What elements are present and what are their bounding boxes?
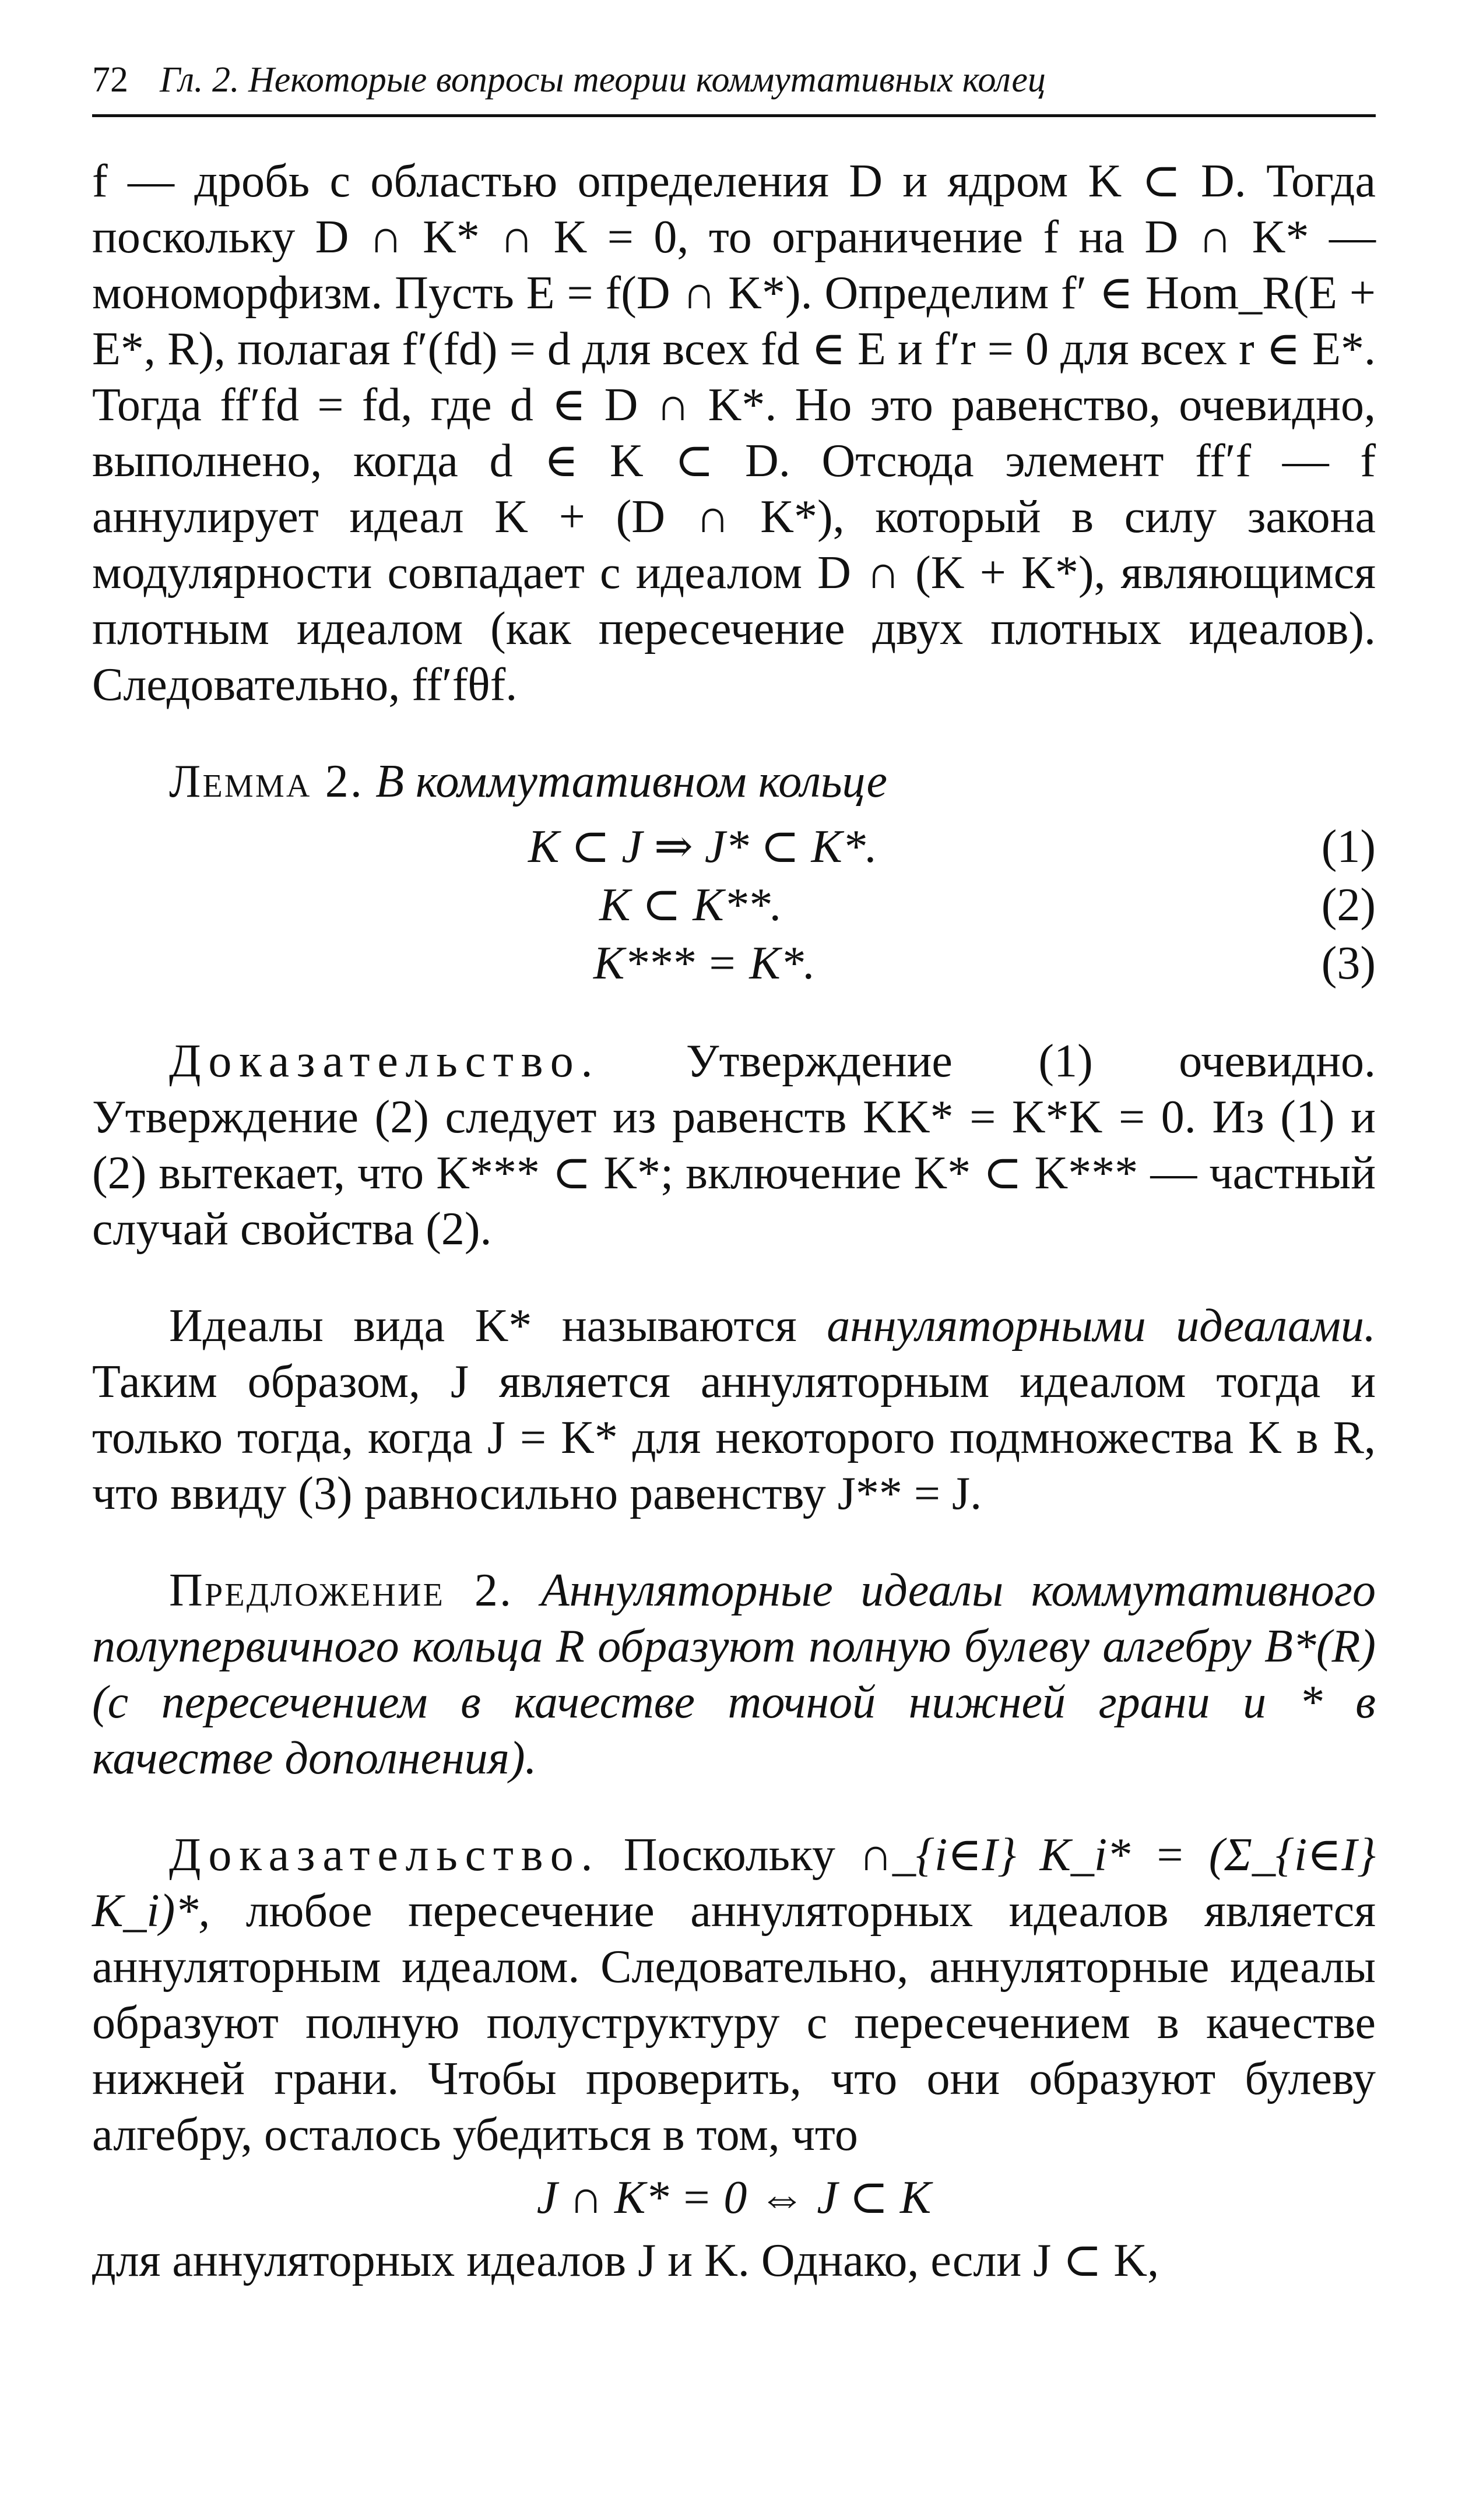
formula-number: (3): [1321, 938, 1376, 990]
running-title: Гл. 2. Некоторые вопросы теории коммутативных колец: [160, 60, 1046, 100]
lemma-proof: [92, 1033, 1376, 1257]
paragraph-last-line: для аннуляторных идеалов J и K. Однако, если J ⊂ K,: [92, 2235, 1159, 2287]
proof-label: Доказательство.: [169, 1036, 600, 1087]
paragraph-annihilator-ideals: [92, 1298, 1376, 1522]
lemma-label: Лемма 2.: [169, 756, 364, 808]
formula-number: (1): [1321, 821, 1376, 873]
formula-row: [92, 818, 1376, 876]
display-formula: J ∩ K* = 0 ⇔ J ⊂ K: [536, 2172, 932, 2224]
proof-text: любое пересечение аннуляторных идеалов является аннуляторным идеалом. Следовательно, аннуляторные идеалы образуют полную полуструктуру с пересечением в качестве нижней грани. Чтобы проверить, что они образуют булеву алгебру, осталось убедиться в том, что: [92, 1885, 1376, 2161]
proof-lead: Поскольку: [623, 1829, 835, 1881]
running-header: [92, 58, 1376, 117]
intersection-sum-formula: ∩_{i∈I} K_i* = (Σ_{i∈I} K_i)*,: [92, 1829, 1376, 1937]
proposition-label: Предложение 2.: [169, 1565, 514, 1617]
proposition-text: Аннуляторные идеалы коммутативного полупервичного кольца R образуют полную булеву алгебру B*(R) (с пересечением в качестве точной нижней грани и * в качестве дополнения).: [92, 1565, 1376, 1785]
proof-text: Утверждение (1) очевидно. Утверждение (2) следует из равенств KK* = K*K = 0. Из (1) и (2) вытекает, что K*** ⊂ K*; включение K* ⊂ K*** — частный случай свойства (2).: [92, 1036, 1376, 1255]
defined-term: аннуляторными идеалами.: [827, 1300, 1376, 1352]
proposition-proof: [92, 1827, 1376, 2163]
page-body: [92, 153, 1376, 2289]
formula-2: K ⊂ K**.: [599, 879, 782, 931]
lemma-statement: [92, 754, 1376, 810]
proof-label: Доказательство.: [169, 1829, 600, 1881]
lemma-text: В коммутативном кольце: [375, 756, 888, 808]
formula-row: [92, 876, 1376, 934]
formula-3: K*** = K*.: [593, 938, 816, 990]
paragraph-proof-continuation: f — дробь с областью определения D и ядром K ⊂ D. Тогда поскольку D ∩ K* ∩ K = 0, то ограничение f на D ∩ K* — мономорфизм. Пусть E = f(D ∩ K*). Определим f′ ∈ Hom_R(E + E*, R), полагая f′(fd) = d для всех fd ∈ E и f′r = 0 для всех r ∈ E*. Тогда ff′fd = fd, где d ∈ D ∩ K*. Но это равенство, очевидно, выполнено, когда d ∈ K ⊂ D. Отсюда элемент ff′f — f аннулирует идеал K + (D ∩ K*), который в силу закона модулярности совпадает с идеалом D ∩ (K + K*), являющимся плотным идеалом (как пересечение двух плотных идеалов). Следовательно, ff′fθf.: [92, 156, 1376, 711]
proposition-statement: [92, 1562, 1376, 1786]
lemma-formulas: [92, 818, 1376, 992]
formula-1: K ⊂ J ⇒ J* ⊂ K*.: [528, 821, 877, 873]
formula-number: (2): [1321, 879, 1376, 931]
formula-row: [92, 934, 1376, 992]
page-number: 72: [92, 60, 128, 100]
text-run: Идеалы вида K* называются: [169, 1300, 797, 1352]
text-run: Таким образом, J является аннуляторным идеалом тогда и только тогда, когда J = K* для некоторого подмножества K в R, что ввиду (3) равносильно равенству J** = J.: [92, 1356, 1376, 1520]
